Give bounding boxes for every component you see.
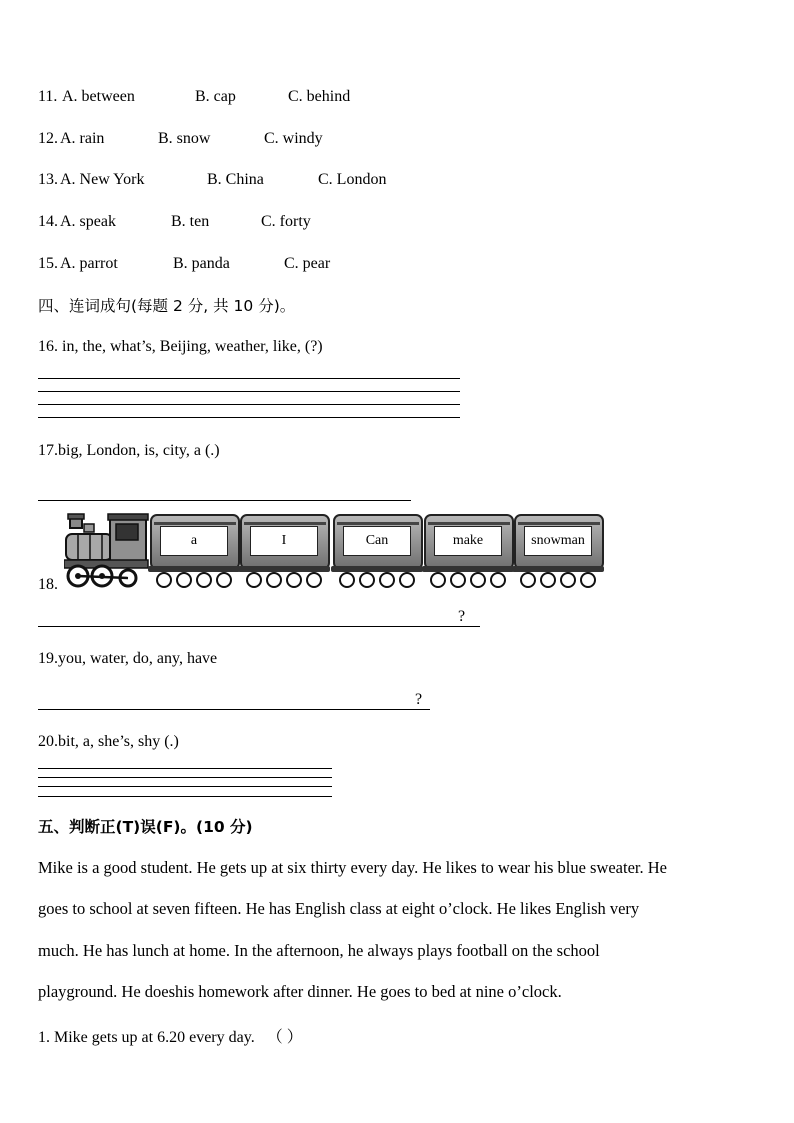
question-number: 14. (38, 213, 58, 230)
answer-line-17 (38, 500, 411, 501)
wheel-icon (246, 572, 262, 588)
answer-line (38, 391, 460, 392)
wheel-icon (286, 572, 302, 588)
question-number: 11. (38, 88, 58, 105)
option-a: A. between (62, 88, 135, 105)
question-mark-18: ? (458, 608, 466, 625)
option-a: A. parrot (60, 255, 118, 272)
option-b: B. China (207, 171, 264, 188)
wheel-icon (266, 572, 282, 588)
locomotive-icon (64, 510, 150, 590)
answer-line (38, 768, 332, 769)
question-17: 17.big, London, is, city, a (.) (38, 442, 220, 459)
wagon-2 (240, 514, 328, 570)
wheel-icon (306, 572, 322, 588)
wagon-label: snowman (524, 526, 592, 556)
answer-line (38, 796, 332, 797)
section-5-title: 五、判断正(T)误(F)。(10 分) (38, 818, 253, 836)
option-c: C. forty (261, 213, 311, 230)
wheel-icon (399, 572, 415, 588)
option-a: A. New York (60, 171, 145, 188)
wagon-4 (424, 514, 512, 570)
wheel-icon (156, 572, 172, 588)
answer-line-19 (38, 709, 430, 710)
wagon-label: Can (343, 526, 411, 556)
wheel-icon (580, 572, 596, 588)
option-a: A. rain (60, 130, 105, 147)
wagon-3 (333, 514, 421, 570)
wheel-icon (430, 572, 446, 588)
wheel-icon (540, 572, 556, 588)
question-16: 16. in, the, what’s, Beijing, weather, like, (?) (38, 338, 323, 355)
answer-line (38, 417, 460, 418)
option-c: C. pear (284, 255, 331, 272)
wheel-icon (560, 572, 576, 588)
answer-line (38, 404, 460, 405)
question-18-number: 18. (38, 576, 58, 593)
answer-line (38, 378, 460, 379)
answer-blank[interactable]: （ ） (266, 1029, 303, 1046)
answer-line-18 (38, 626, 480, 627)
wagon-1 (150, 514, 238, 570)
wagon-label: I (250, 526, 318, 556)
train-picture (64, 510, 604, 590)
option-c: C. behind (288, 88, 351, 105)
question-number: 13. (38, 171, 58, 188)
wheel-icon (196, 572, 212, 588)
question-number: 15. (38, 255, 58, 272)
wagon-5 (514, 514, 602, 570)
answer-line (38, 777, 332, 778)
option-c: C. windy (264, 130, 323, 147)
true-false-question-1 (38, 1024, 303, 1047)
question-19: 19.you, water, do, any, have (38, 650, 218, 667)
wheel-icon (520, 572, 536, 588)
wheel-icon (176, 572, 192, 588)
passage-line-4: playground. He doeshis homework after dinner. He goes to bed at nine o’clock. (38, 982, 562, 1001)
passage-line-2: goes to school at seven fifteen. He has English class at eight o’clock. He likes English very (38, 899, 640, 918)
question-mark-19: ? (415, 691, 423, 708)
question-text: 1. Mike gets up at 6.20 every day. (38, 1029, 255, 1046)
wheel-icon (379, 572, 395, 588)
option-c: C. London (318, 171, 387, 188)
option-a: A. speak (60, 213, 116, 230)
option-b: B. ten (171, 213, 210, 230)
wagon-label: make (434, 526, 502, 556)
wagon-label: a (160, 526, 228, 556)
answer-line (38, 786, 332, 787)
wheel-icon (490, 572, 506, 588)
option-b: B. cap (195, 88, 236, 105)
wheel-icon (359, 572, 375, 588)
passage-line-1: Mike is a good student. He gets up at six thirty every day. He likes to wear his blue sweater. He (38, 858, 667, 877)
option-b: B. panda (173, 255, 230, 272)
wheel-icon (450, 572, 466, 588)
passage-line-3: much. He has lunch at home. In the afternoon, he always plays football on the school (38, 941, 600, 960)
question-20: 20.bit, a, she’s, shy (.) (38, 733, 179, 750)
question-number: 12. (38, 130, 58, 147)
wheel-icon (339, 572, 355, 588)
option-b: B. snow (158, 130, 211, 147)
section-4-title: 四、连词成句(每题 2 分, 共 10 分)。 (38, 297, 296, 315)
wheel-icon (470, 572, 486, 588)
wheel-icon (216, 572, 232, 588)
